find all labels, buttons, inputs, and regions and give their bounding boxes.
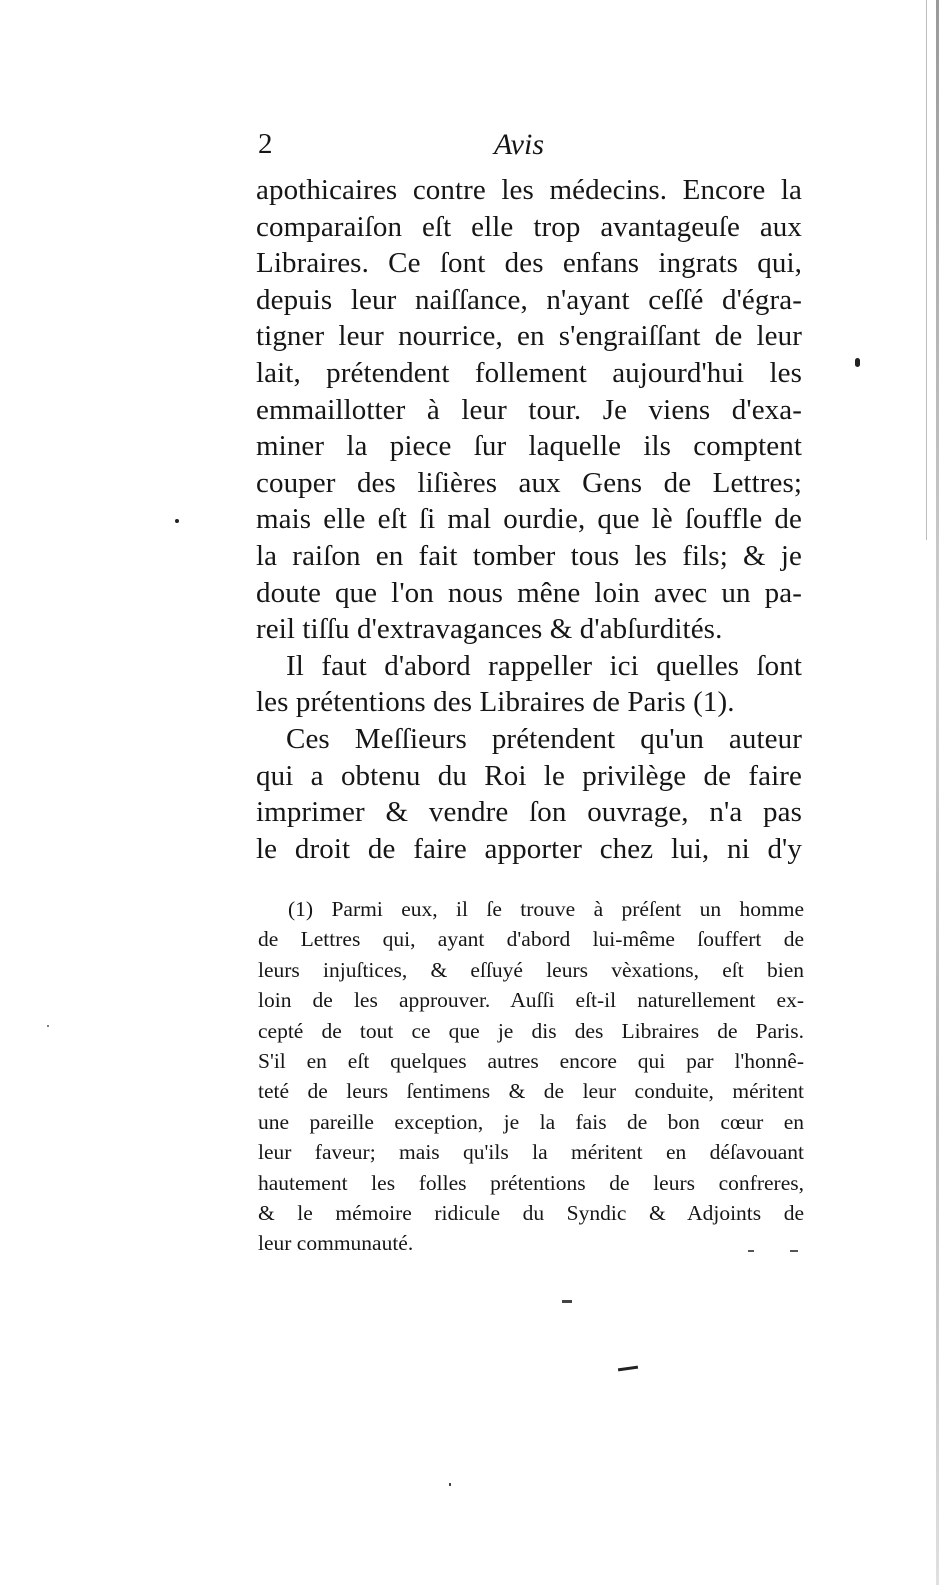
text-line: lait, prétendent follement aujourd'hui les	[256, 356, 802, 389]
text-line: depuis leur naiſſance, n'ayant ceſſé d'égra-	[256, 283, 802, 316]
text-line: tigner leur nourrice, en s'engraiſſant de leur	[256, 320, 802, 353]
footnote-line: hautement les folles prétentions de leurs confreres,	[258, 1170, 804, 1195]
page-number: 2	[258, 128, 273, 160]
text-line: le droit de faire apporter chez lui, ni d'y	[256, 832, 802, 865]
ink-speck	[562, 1300, 572, 1303]
main-text	[256, 172, 802, 867]
footnote-line: leur faveur; mais qu'ils la méritent en déſavouant	[258, 1140, 804, 1165]
footnote-line: de Lettres qui, ayant d'abord lui-même ſouffert de	[258, 927, 804, 952]
ink-speck	[855, 358, 860, 367]
footnote-line: (1) Parmi eux, il ſe trouve à préſent un homme	[288, 897, 804, 921]
footnote-line: S'il en eſt quelques autres encore qui par l'honnê-	[258, 1049, 804, 1074]
text-line: miner la piece ſur laquelle ils comptent	[256, 430, 802, 463]
ink-mark	[790, 1250, 798, 1252]
text-line: comparaiſon eſt elle trop avantageuſe aux	[256, 210, 802, 243]
text-line: qui a obtenu du Roi le privilège de faire	[256, 759, 802, 792]
text-line: emmaillotter à leur tour. Je viens d'exa-	[256, 393, 802, 426]
footnote-line: leur communauté.	[258, 1231, 414, 1256]
text-line: la raiſon en fait tomber tous les fils; & je	[256, 539, 802, 572]
footnote-line: leurs injuſtices, & eſſuyé leurs vèxations, eſt bien	[258, 957, 804, 982]
text-line: doute que l'on nous mêne loin avec un pa-	[256, 576, 802, 609]
footnote-line: cepté de tout ce que je dis des Libraires de Paris.	[258, 1018, 804, 1043]
footnote-line: & le mémoire ridicule du Syndic & Adjoints de	[258, 1201, 804, 1226]
footnote-line: une pareille exception, je la fais de bon cœur en	[258, 1109, 804, 1134]
ink-speck	[47, 1025, 49, 1027]
text-line: couper des liſières aux Gens de Lettres;	[256, 466, 802, 499]
footnote	[258, 894, 804, 1259]
text-line: reil tiſſu d'extravagances & d'abſurdités.	[256, 613, 723, 646]
ink-speck	[175, 519, 179, 523]
ink-mark	[618, 1366, 638, 1372]
page-header	[258, 128, 798, 168]
text-line: imprimer & vendre ſon ouvrage, n'a pas	[256, 796, 802, 829]
text-line: Ces Meſſieurs prétendent qu'un auteur	[286, 722, 802, 755]
running-title: Avis	[494, 128, 544, 161]
footnote-line: teté de leurs ſentimens & de leur conduite, méritent	[258, 1079, 804, 1104]
text-line: Il faut d'abord rappeller ici quelles ſont	[286, 649, 802, 682]
ink-mark	[748, 1250, 754, 1252]
text-line: mais elle eſt ſi mal ourdie, que lè ſouffle de	[256, 503, 802, 536]
page-edge-line	[926, 0, 927, 540]
footnote-line: loin de les approuver. Auſſi eſt-il naturellement ex-	[258, 988, 804, 1013]
text-line: apothicaires contre les médecins. Encore la	[256, 174, 802, 206]
page-edge-shadow	[936, 0, 939, 1585]
ink-speck	[449, 1483, 451, 1486]
text-line: Libraires. Ce ſont des enfans ingrats qui,	[256, 247, 802, 280]
text-line: les prétentions des Libraires de Paris (1).	[256, 686, 735, 719]
